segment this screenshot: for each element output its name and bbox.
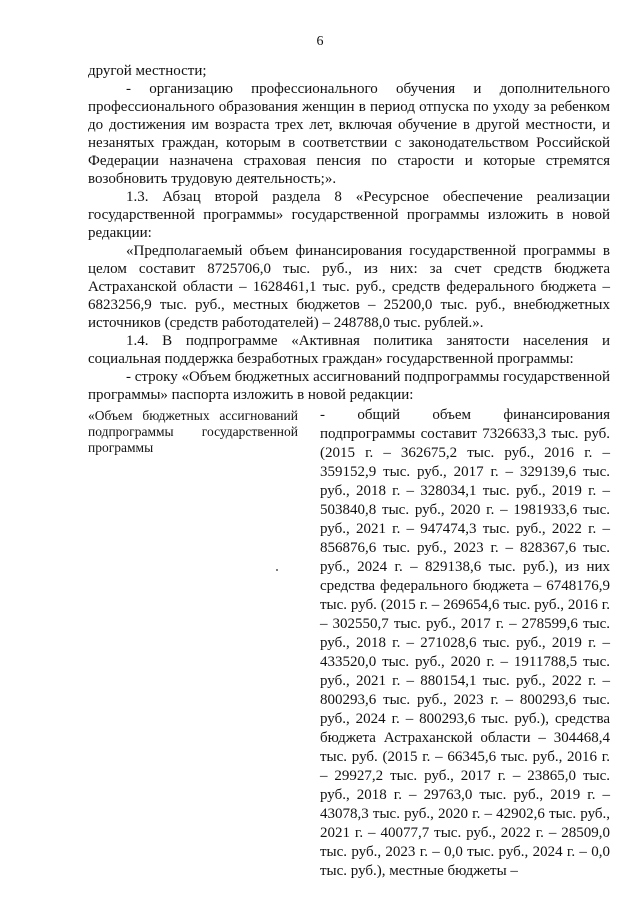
passport-table (88, 406, 610, 881)
table-cell-value: - общий объем финансирования подпрограммы составит 7326633,3 тыс. руб. (2015 г. – 362675,2 тыс. руб., 2016 г. – 359152,9 тыс. руб., 2017 г. – 329139,6 тыс. руб., 2018 г. – 328034,1 тыс. руб., 2019 г. – 503840,8 тыс. руб., 2020 г. – 1981933,6 тыс. руб., 2021 г. – 947474,3 тыс. руб., 2022 г. – 856876,6 тыс. руб., 2023 г. – 828367,6 тыс. руб., 2024 г. – 829138,6 тыс. руб.), из них средства федерального бюджета – 6748176,9 тыс. руб. (2015 г. – 269654,6 тыс. руб., 2016 г. – 302550,7 тыс. руб., 2017 г. – 278599,6 тыс. руб., 2018 г. – 271028,6 тыс. руб., 2019 г. – 433520,0 тыс. руб., 2020 г. – 1911788,5 тыс. руб., 2021 г. – 880154,1 тыс. руб., 2022 г. – 800293,6 тыс. руб., 2023 г. – 800293,6 тыс. руб., 2024 г. – 800293,6 тыс. руб.), средства бюджета Астраханской области – 304468,4 тыс. руб. (2015 г. – 66345,6 тыс. руб., 2016 г. – 29927,2 тыс. руб., 2017 г. – 23865,0 тыс. руб., 2018 г. – 29763,0 тыс. руб., 2019 г. – 43078,3 тыс. руб., 2020 г. – 42902,6 тыс. руб., 2021 г. – 40077,7 тыс. руб., 2022 г. – 28509,0 тыс. руб., 2023 г. – 0,0 тыс. руб., 2024 г. – 0,0 тыс. руб.), местные бюджеты – (320, 407, 610, 879)
paragraph-training-item: - организацию профессионального обучения и дополнительного профессионального образования женщин в период отпуска по уходу за ребенком до достижения им возраста трех лет, включая обучение в другой местности, и незанятых граждан, которым в соответствии с законодательством Российской Федерации назначена страховая пенсия по старости и которые стремятся возобновить трудовую деятельность;». (88, 81, 610, 187)
page-number: 6 (316, 34, 324, 49)
paragraph-clause-1-4: 1.4. В подпрограмме «Активная политика занятости населения и социальная поддержка безработных граждан» государственной программы: (88, 333, 610, 367)
paragraph-clause-1-3: 1.3. Абзац второй раздела 8 «Ресурсное обеспечение реализации государственной программы» государственной программы изложить в новой редакции: (88, 189, 610, 241)
paragraph-passport-row: - строку «Объем бюджетных ассигнований подпрограммы государственной программы» паспорта изложить в новой редакции: (88, 369, 610, 403)
paragraph-financing-quote: «Предполагаемый объем финансирования государственной программы в целом составит 8725706,0 тыс. руб., из них: за счет средств бюджета Астраханской области – 1628461,1 тыс. руб., средств федерального бюджета – 6823256,9 тыс. руб., местных бюджетов – 25200,0 тыс. руб., внебюджетных источников (средств работодателей) – 248788,0 тыс. рублей.». (88, 243, 610, 331)
table-cell-label: «Объем бюджетных ассигнований подпрограммы государственной программы (88, 408, 298, 455)
scan-speck (276, 569, 278, 571)
document-body (88, 62, 610, 881)
paragraph-continuation: другой местности; (88, 63, 207, 79)
